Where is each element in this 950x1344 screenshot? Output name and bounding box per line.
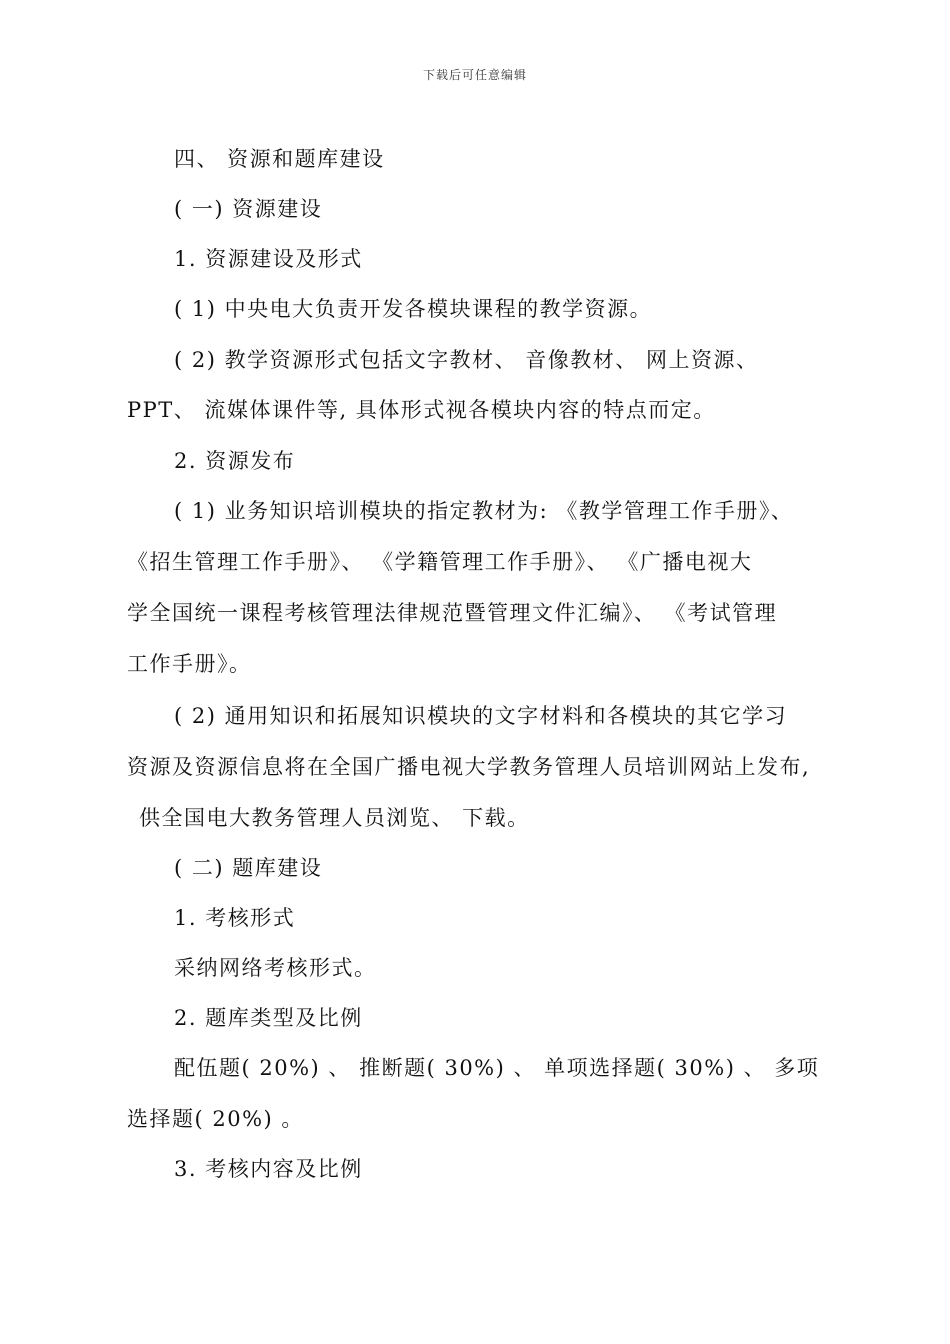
- subsection-heading: ( 二) 题库建设: [174, 856, 323, 880]
- paragraph-line: ( 1) 中央电大负责开发各模块课程的教学资源。: [174, 297, 653, 321]
- paragraph-line: ( 2) 通用知识和拓展知识模块的文字材料和各模块的其它学习: [174, 704, 788, 728]
- page-header: 下载后可任意编辑: [422, 68, 527, 82]
- item-heading: 3. 考核内容及比例: [174, 1157, 363, 1181]
- paragraph-line: 采纳网络考核形式。: [174, 956, 377, 980]
- item-heading: 1. 资源建设及形式: [174, 247, 363, 271]
- subsection-heading: ( 一) 资源建设: [174, 197, 323, 221]
- section-heading: 四、 资源和题库建设: [174, 147, 385, 171]
- paragraph-line: 《招生管理工作手册》、 《学籍管理工作手册》、 《广播电视大: [127, 550, 753, 574]
- paragraph-line: 配伍题( 20%) 、 推断题( 30%) 、 单项选择题( 30%) 、 多项: [174, 1056, 820, 1080]
- item-heading: 2. 题库类型及比例: [174, 1006, 363, 1030]
- paragraph-line: 学全国统一课程考核管理法律规范暨管理文件汇编》、 《考试管理: [127, 601, 778, 625]
- paragraph-line: ( 1) 业务知识培训模块的指定教材为: 《教学管理工作手册》、: [174, 499, 794, 523]
- paragraph-line: PPT、 流媒体课件等, 具体形式视各模块内容的特点而定。: [127, 398, 716, 422]
- item-heading: 1. 考核形式: [174, 906, 296, 930]
- paragraph-line: ( 2) 教学资源形式包括文字教材、 音像教材、 网上资源、: [174, 348, 759, 372]
- paragraph-line: 供全国电大教务管理人员浏览、 下载。: [139, 806, 530, 830]
- paragraph-line: 工作手册》。: [127, 652, 252, 676]
- paragraph-line: 选择题( 20%) 。: [127, 1107, 304, 1131]
- paragraph-line: 资源及资源信息将在全国广播电视大学教务管理人员培训网站上发布,: [127, 755, 811, 779]
- item-heading: 2. 资源发布: [174, 449, 296, 473]
